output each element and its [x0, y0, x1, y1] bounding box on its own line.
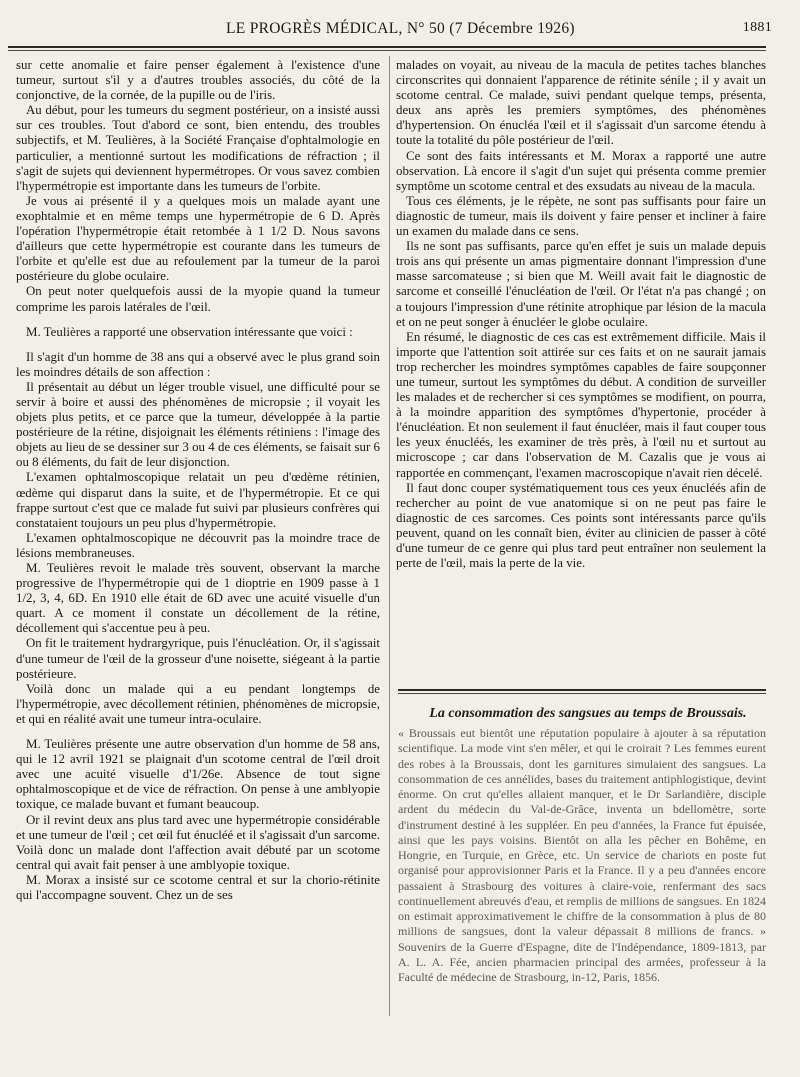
paragraph: Il faut donc couper systématiquement tous ces yeux énucléés afin de rechercher au point de vue anatomique si on ne peut pas faire le diagnostic de ces sarcomes. Ces points sont intéressants parce qu'ils peuvent, quand on les connaît bien, éviter au clinicien de passer à côté d'une tumeur de ce genre qui plus tard peut entraîner non seulement la perte de l'œil, mais la perte de la vie. — [396, 480, 766, 571]
inset-body: « Broussais eut bientôt une réputation populaire à ajouter à sa réputation scientifique. La mode vint s'en mêler, et qui le croirait ? Les femmes eurent des robes à la Broussais, dont les garnitures simulaient des sangsues. La consommation de ces annélides, bases du traitement antiphlogistique, devint énorme. On crut qu'elles allaient manquer, et le Dr Sarlandière, disciple ardent du médecin du Val-de-Grâce, inventa un bdellomètre, sorte d'instrument destiné à les suppléer. En peu d'années, la France fut épuisée, ainsi que les pays voisins. Bientôt on alla les pêcher en Bohême, en Hongrie, en Turquie, en Grèce, etc. Un service de chariots en poste fut organisé pour approvisionner Paris et la France. Il y a peu d'années encore passaient à Strasbourg des voitures à claire-voie, renfermant des sacs continuellement abreuvés d'eau, et remplis de millions de sangsues. En 1824 on estimait approximativement le chiffre de la consommation à plus de 80 millions de sangsues, dont la valeur dépassait 8 millions de francs. » Souvenirs de la Guerre d'Espagne, dite de l'Indépendance, 1809-1813, par A. L. A. Fée, ancien pharmacien principal des armées, professeur à la Faculté de médecine de Strasbourg, in-12, Paris, 1856. — [398, 726, 766, 984]
paragraph: Or il revint deux ans plus tard avec une hypermétropie considérable et une tumeur de l'œil ; cet œil fut énucléé et il s'agissait d'un sarcome. Voilà donc un malade dont l'affection avait débuté par un scotome central qui avait fait penser à une amblyopie toxique. — [16, 812, 380, 872]
paragraph: Il présentait au début un léger trouble visuel, une difficulté pour se servir à boire et aussi des phénomènes de micropsie ; il voyait les objets plus petits, et ce parce que la tumeur, développée à la partie postérieure de la rétine, disjoignait les éléments rétiniens : l'image des objets au lieu de se dessiner sur 3 ou 4 de ces éléments, se faisait sur 6 ou 8 éléments, du fait de leur disjonction. — [16, 379, 380, 470]
running-title: LE PROGRÈS MÉDICAL, N° 50 (7 Décembre 1926) — [226, 20, 575, 37]
paragraph: L'examen ophtalmoscopique relatait un peu d'œdème rétinien, œdème qui disparut dans la suite, et de l'hypermétropie. Et ce qui frappe surtout c'est que ce malade fut suivi par plusieurs confrères qui constataient toujours un peu plus d'hypermétropie. — [16, 470, 380, 530]
column-divider — [389, 56, 390, 1016]
right-column — [396, 58, 766, 571]
paragraph: On fit le traitement hydrargyrique, puis l'énucléation. Or, il s'agissait d'une tumeur de l'œil de la grosseur d'une noisette, siégeant à la partie postérieure. — [16, 636, 380, 681]
paragraph: M. Teulières revoit le malade très souvent, observant la marche progressive de l'hypermétropie qui de 1 dioptrie en 1909 passe à 1 1/2, 3, 4, 6D. En 1910 elle était de 6D avec une acuité visuelle d'un quart. A ce moment il constate un décollement de la rétine, décollement qui s'accentue peu à peu. — [16, 561, 380, 636]
paragraph: Au début, pour les tumeurs du segment postérieur, on a insisté aussi sur ces troubles. Tout d'abord ce sont, bien entendu, des troubles subjectifs, et M. Teulières, à la Société Française d'ophtalmologie en particulier, a mentionné surtout les modifications de réfraction ; il s'agit de sujets qui deviennent hypermétropes. Or vous savez combien l'hypermétropie est importante dans les tumeurs de l'orbite. — [16, 103, 380, 193]
paragraph: Tous ces éléments, je le répète, ne sont pas suffisants pour faire un diagnostic de tumeur, mais ils doivent y faire penser et incliner à faire un examen du malade dans ce sens. — [396, 193, 766, 239]
paragraph: sur cette anomalie et faire penser également à l'existence d'une tumeur, surtout s'il y a d'autres troubles associés, du côté de la conjonctive, de la cornée, de la pupille ou de l'iris. — [16, 58, 380, 103]
paragraph: M. Morax a insisté sur ce scotome central et sur la chorio-rétinite qui l'accompagne souvent. Chez un de ses — [16, 872, 380, 902]
paragraph: En résumé, le diagnostic de ces cas est extrêmement difficile. Mais il importe que l'attention soit attirée sur ces faits et on ne saurait jamais trop rechercher les moindres symptômes capables de faire soupçonner une tumeur, surtout les symptômes du début. A condition de surveiller les malades et de rechercher si ces symptômes se modifient, on pourra, à la moindre apparition des symptômes d'hypertonie, procéder à l'énucléation. Et non seulement il faut énucléer, mais il faut couper tous les yeux énucléés, les examiner de très près, à l'œil nu et surtout au microscope ; car dans l'observation de M. Cazalis que je vous ai rapportée en commençant, l'examen macroscopique n'avait rien décelé. — [396, 329, 766, 480]
header-rule-secondary — [8, 50, 766, 51]
paragraph: Il s'agit d'un homme de 38 ans qui a observé avec le plus grand soin les moindres détails de son affection : — [16, 349, 380, 379]
paragraph: L'examen ophtalmoscopique ne découvrit pas la moindre trace de lésions membraneuses. — [16, 530, 380, 560]
header-rule — [8, 46, 766, 48]
paragraph: Ce sont des faits intéressants et M. Morax a rapporté une autre observation. Là encore il s'agit d'un sujet qui présenta comme premier symptôme un scotome central et des exsudats au niveau de la macula. — [396, 148, 766, 193]
paragraph: M. Teulières a rapporté une observation intéressante que voici : — [26, 324, 353, 339]
page-number: 1881 — [742, 20, 772, 35]
inset-title: La consommation des sangsues au temps de Broussais. — [429, 706, 747, 721]
paragraph: Je vous ai présenté il y a quelques mois un malade ayant une exophtalmie et en même temps une hypermétropie de 6 D. Après l'opération l'hypermétropie était retombée à 1 1/2 D. Nous savons d'ailleurs que cette hypermétropie est courante dans les tumeurs de l'orbite et qu'elle est due au refoulement par la tumeur de la paroi postérieure du globe oculaire. — [16, 193, 380, 284]
paragraph: Voilà donc un malade qui a eu pendant longtemps de l'hypermétropie, avec décollement rétinien, phénomènes de micropsie, et qui en réalité avait une tumeur intra-oculaire. — [16, 681, 380, 726]
section-rule — [398, 689, 766, 691]
paragraph: M. Teulières présente une autre observation d'un homme de 58 ans, qui le 12 avril 1921 se plaignait d'un scotome central de l'œil droit avec une acuité visuelle d'1/26e. Absence de tout signe ophtalmoscopique et de vice de réfraction. On pense à une amblyopie toxique, ce malade buvant et fumant beaucoup. — [16, 737, 380, 812]
left-column — [16, 58, 380, 903]
paragraph: Ils ne sont pas suffisants, parce qu'en effet je suis un malade depuis trois ans qui présente un amas pigmentaire donnant l'impression d'une masse sarcomateuse ; si bien que M. Weill avait fait le diagnostic de sarcome et conseillé l'énucléation de l'œil. Or l'état n'a pas changé ; on a toujours l'impression d'une rétinite atrophique par lésion de la macula et on ne peut songer à énucléer le globe oculaire. — [396, 239, 766, 329]
section-rule-secondary — [398, 693, 766, 694]
paragraph: malades on voyait, au niveau de la macula de petites taches blanches circonscrites qui donnaient l'apparence de rétinite sénile ; il y avait un scotome central. Ce malade, suivi pendant quelque temps, présenta, deux ans après les premiers symptômes, des phénomènes d'hypertension. On énucléa l'œil et il s'agissait d'un sarcome étendu à toute la totalité du pôle postérieur de l'œil. — [396, 58, 766, 148]
paragraph: On peut noter quelquefois aussi de la myopie quand la tumeur comprime les parois latérales de l'œil. — [16, 284, 380, 314]
page-header — [196, 6, 772, 37]
